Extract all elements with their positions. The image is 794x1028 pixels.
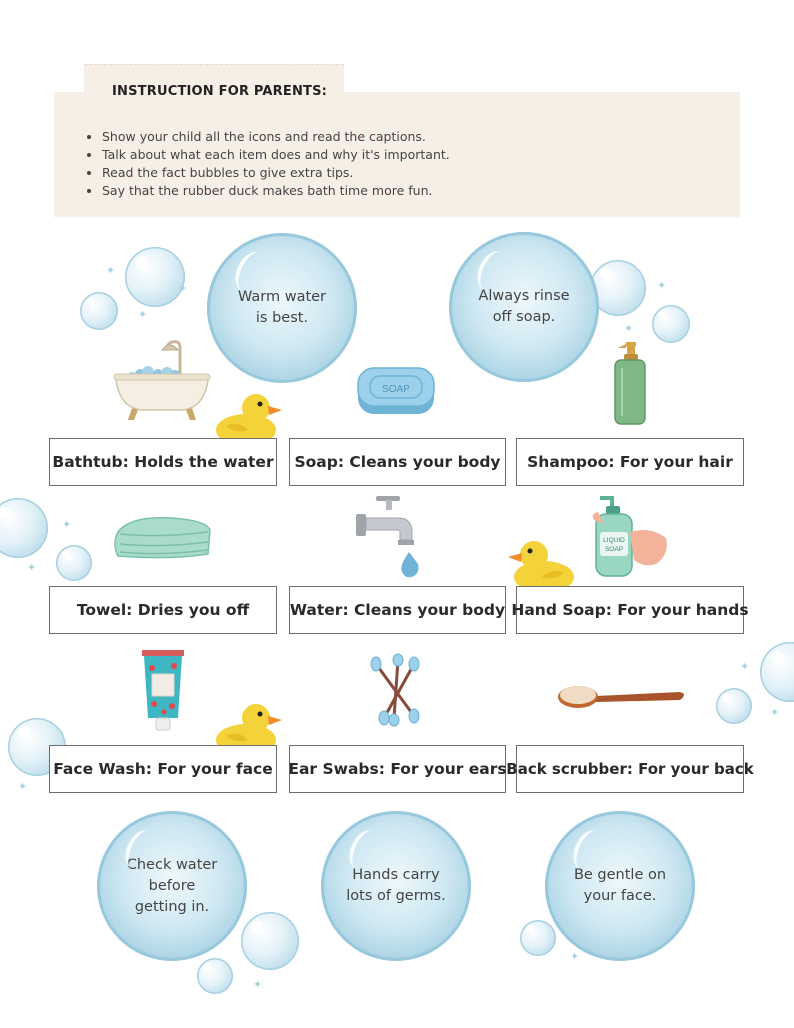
decorative-bubble	[520, 920, 556, 956]
sparkle-icon: ✦	[27, 561, 37, 574]
sparkle-icon: ✦	[740, 660, 750, 673]
sparkle-icon: ✦	[178, 282, 188, 295]
hand-soap-label: SOAP	[604, 546, 624, 553]
shampoo-bottle-icon	[612, 342, 648, 426]
decorative-bubble	[0, 498, 48, 558]
fact-bubble-hands-germs	[321, 811, 471, 961]
soap-label: SOAP	[382, 384, 410, 395]
fact-bubble-warm-water	[207, 233, 357, 383]
fact-bubble-gentle-face	[545, 811, 695, 961]
decorative-bubble	[716, 688, 752, 724]
caption-face-wash: Face Wash: For your face	[49, 745, 277, 793]
instruction-item: • Show your child all the icons and read the captions.	[102, 128, 450, 146]
caption-water: Water: Cleans your body	[289, 586, 506, 634]
hand-soap-label: LIQUID	[603, 537, 625, 544]
fact-bubble-check-water	[97, 811, 247, 961]
decorative-bubble	[197, 958, 233, 994]
back-scrubber-icon	[556, 682, 688, 714]
face-wash-tube-icon	[140, 648, 186, 732]
fact-text: Check water before getting in.	[126, 856, 218, 915]
fact-bubble-rinse-soap	[449, 232, 599, 382]
instruction-item: • Read the fact bubbles to give extra tips.	[102, 164, 450, 182]
fact-text: Be gentle on your face.	[573, 867, 667, 904]
decorative-bubble	[241, 912, 299, 970]
hand-soap-icon	[590, 494, 670, 578]
caption-towel: Towel: Dries you off	[49, 586, 277, 634]
instruction-list	[84, 128, 450, 200]
sparkle-icon: ✦	[657, 279, 667, 292]
sparkle-icon: ✦	[570, 950, 580, 963]
caption-back-scrubber: Back scrubber: For your back	[516, 745, 744, 793]
towel-icon	[110, 508, 216, 564]
instruction-item: • Say that the rubber duck makes bath time more fun.	[102, 182, 450, 200]
decorative-bubble	[56, 545, 92, 581]
fact-text: Always rinse off soap.	[478, 288, 570, 325]
caption-hand-soap: Hand Soap: For your hands	[516, 586, 744, 634]
sparkle-icon: ✦	[62, 518, 72, 531]
decorative-bubble	[125, 247, 188, 307]
decorative-bubble	[80, 292, 118, 330]
instruction-item: • Talk about what each item does and why it's important.	[102, 146, 450, 164]
decorative-bubble	[760, 642, 794, 702]
decorative-bubble	[652, 305, 690, 343]
soap-bar-icon	[356, 364, 436, 416]
caption-soap: Soap: Cleans your body	[289, 438, 506, 486]
fact-text: Hands carry lots of germs.	[346, 867, 446, 904]
ear-swabs-icon	[368, 654, 426, 726]
sparkle-icon: ✦	[106, 264, 116, 277]
fact-text: Warm water is best.	[237, 289, 327, 326]
sparkle-icon: ✦	[253, 978, 263, 991]
faucet-icon	[354, 494, 430, 580]
sparkle-icon: ✦	[18, 780, 28, 793]
caption-ear-swabs: Ear Swabs: For your ears	[289, 745, 506, 793]
instruction-title: INSTRUCTION FOR PARENTS:	[112, 84, 328, 99]
sparkle-icon: ✦	[624, 322, 634, 335]
sparkle-icon: ✦	[138, 308, 148, 321]
caption-bathtub: Bathtub: Holds the water	[49, 438, 277, 486]
caption-shampoo: Shampoo: For your hair	[516, 438, 744, 486]
bathtub-icon	[112, 336, 212, 426]
sparkle-icon: ✦	[770, 706, 780, 719]
